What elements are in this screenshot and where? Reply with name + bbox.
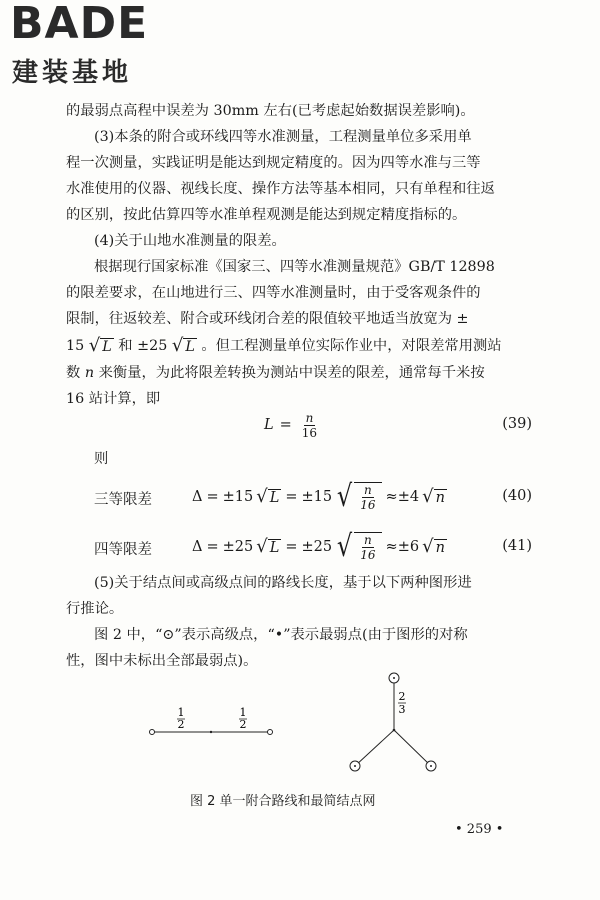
approx-coefficient: ≈±4 — [385, 489, 420, 505]
text-fragment: 数 — [66, 365, 81, 381]
sqrt-l: √ L — [171, 335, 195, 356]
page-number: • 259 • — [455, 822, 504, 837]
radicand: L — [269, 540, 280, 556]
equation-39: L = $\frac{n}{16}$ (39) — [264, 410, 532, 440]
text-line: 行推论。 — [66, 601, 124, 617]
coefficient: ±15 — [301, 489, 333, 505]
weakest-point — [210, 731, 212, 733]
fraction-denominator: 16 — [360, 498, 376, 512]
text-line: 16 站计算，即 — [66, 391, 161, 407]
approx-coefficient: ≈±6 — [385, 539, 420, 555]
sqrt-fraction: √ $\frac{n}{16}$ — [335, 532, 381, 562]
equation-40: 三等限差 Δ = ±15 √ L = ±15 √ $\frac{n}{16}$ ≈±4 √ n (40) — [94, 479, 532, 514]
text-fragment: 。但工程测量单位实际作业中，对限差常用测站 — [201, 338, 502, 354]
fraction-numerator: n — [364, 533, 372, 547]
fraction-numerator: n — [364, 483, 372, 497]
fraction — [358, 483, 377, 512]
text-line: (5)关于结点间或高级点间的路线长度，基于以下两种图形进 — [94, 575, 472, 591]
bade-logo — [10, 0, 190, 88]
radicand: n — [435, 490, 445, 506]
fraction-numerator: 1 — [177, 706, 185, 719]
text-line: 水准使用的仪器、视线长度、操作方法等基本相同，只有单程和往返 — [66, 181, 495, 197]
eq-var-l: L — [264, 417, 274, 433]
equation-number: (40) — [502, 488, 532, 504]
equation-number: (41) — [502, 538, 532, 554]
text-line: 则 — [94, 451, 109, 467]
high-level-point — [150, 730, 155, 735]
fraction-numerator: n — [305, 410, 314, 425]
equation-label: 三等限差 — [94, 492, 152, 508]
text-line — [66, 360, 536, 386]
text-line: 性，图中未标出全部最弱点)。 — [66, 653, 258, 669]
sqrt-fraction: √ $\frac{n}{16}$ — [335, 482, 381, 512]
coefficient: ±25 — [222, 539, 254, 555]
figure-caption: 图 2 单一附合路线和最简结点网 — [190, 794, 376, 809]
route-line — [355, 730, 394, 766]
equation-41: 四等限差 Δ = ±25 √ L = ±25 √ $\frac{n}{16}$ ≈±6 √ n (41) — [94, 529, 532, 564]
fraction-denominator: 2 — [239, 718, 247, 731]
equation-label: 四等限差 — [94, 542, 152, 558]
fraction-numerator: 1 — [239, 706, 247, 719]
text-fragment: 15 — [66, 338, 85, 354]
high-level-point-dot — [354, 765, 356, 767]
text-line: (3)本条的附合或环线四等水准测量，工程测量单位多采用单 — [94, 129, 472, 145]
radicand: L — [269, 490, 280, 506]
text-line-with-roots — [66, 333, 536, 359]
fraction-denominator: 2 — [177, 718, 185, 731]
sqrt-l: √ L — [256, 536, 280, 557]
high-level-point — [268, 730, 273, 735]
radicand: L — [102, 339, 112, 355]
sqrt-n: √ n — [422, 536, 445, 557]
sqrt-l: √ L — [256, 486, 280, 507]
figure-2 — [140, 670, 460, 780]
text-line: 程一次测量，实践证明是能达到规定精度的。因为四等水准与三等 — [66, 155, 481, 171]
text-line: 限制，往返较差、附合或环线闭合差的限值较平地适当放宽为 ± — [66, 311, 469, 327]
fraction — [358, 533, 377, 562]
text-line: 图 2 中，“⊙”表示高级点，“•”表示最弱点(由于图形的对称 — [94, 627, 468, 643]
coefficient: ±25 — [301, 539, 333, 555]
high-level-point-dot — [430, 765, 432, 767]
text-line: 的最弱点高程中误差为 30mm 左右(已考虑起始数据误差影响)。 — [66, 103, 475, 119]
fraction-numerator: 2 — [398, 690, 406, 703]
variable-n: n — [84, 365, 95, 381]
text-line: 的限差要求，在山地进行三、四等水准测量时，由于受客观条件的 — [66, 285, 481, 301]
delta-symbol: Δ — [192, 539, 203, 555]
text-line: 根据现行国家标准《国家三、四等水准测量规范》GB/T 12898 — [94, 259, 495, 275]
equation-number: (39) — [502, 416, 532, 432]
sqrt-l: √ L — [88, 335, 112, 356]
junction-point — [393, 729, 396, 732]
text-line: 的区别，按此估算四等水准单程观测是能达到规定精度指标的。 — [66, 207, 467, 223]
logo-brand: BADE — [10, 0, 149, 49]
coefficient: ±15 — [222, 489, 254, 505]
delta-symbol: Δ — [192, 489, 203, 505]
fraction-denominator: 16 — [360, 548, 376, 562]
fraction-denominator: 16 — [301, 425, 318, 440]
text-fragment: 和 ±25 — [118, 338, 168, 354]
sqrt-n: √ n — [422, 486, 445, 507]
fraction — [300, 411, 319, 440]
logo-subtitle: 建装基地 — [12, 58, 133, 88]
text-line: (4)关于山地水准测量的限差。 — [94, 233, 286, 249]
high-level-point-dot — [393, 677, 395, 679]
fraction-denominator: 3 — [398, 703, 406, 716]
radicand: L — [185, 339, 195, 355]
text-fragment: 来衡量，为此将限差转换为测站中误差的限差，通常每千米按 — [98, 365, 485, 381]
radicand: n — [435, 540, 445, 556]
route-line — [394, 730, 431, 766]
